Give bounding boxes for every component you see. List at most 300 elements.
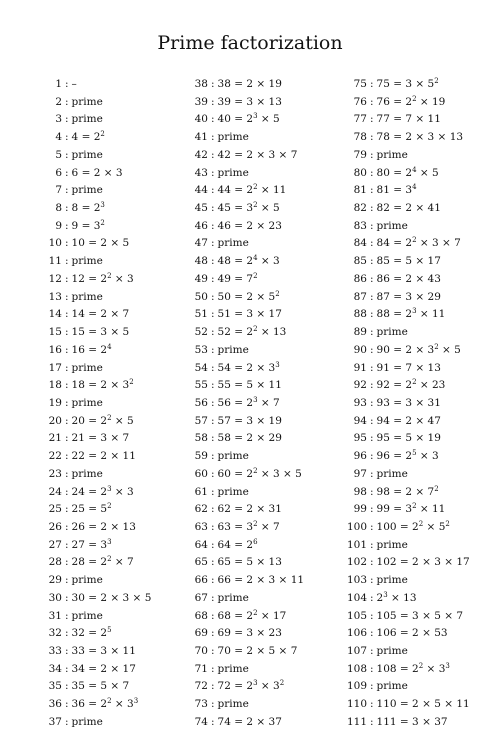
row-number: 20 <box>48 414 62 427</box>
row-number: 47 <box>194 237 208 250</box>
factorization-text: 33 = 3 × 11 <box>71 645 136 657</box>
row-number: 71 <box>194 662 208 675</box>
row-number: 14 <box>48 308 62 321</box>
factor-row <box>338 484 470 502</box>
factorization-text: prime <box>217 662 249 675</box>
row-number: 57 <box>194 414 208 427</box>
row-number: 27 <box>48 538 62 551</box>
factor-row <box>176 94 304 112</box>
row-number: 100 <box>346 520 367 533</box>
factorization-text: 55 = 5 × 11 <box>217 379 282 392</box>
row-separator: : <box>370 538 374 551</box>
row-number: 89 <box>353 326 367 339</box>
row-number: 86 <box>353 272 367 285</box>
factorization-text: $68 = 2^2 \times 17$ <box>217 608 287 622</box>
row-number: 77 <box>353 113 367 126</box>
row-separator: : <box>211 148 215 161</box>
row-separator: : <box>65 556 69 569</box>
row-number: 36 <box>48 698 62 711</box>
factorization-text: $60 = 2^2 \times 3 \times 5$ <box>217 466 302 480</box>
factor-row <box>338 94 470 112</box>
factorization-text: $50 = 2 \times 5^2$ <box>217 289 280 303</box>
row-separator: : <box>370 662 374 675</box>
row-number: 84 <box>353 237 367 250</box>
factorization-text: prime <box>71 95 103 108</box>
factorization-text: 77 = 7 × 11 <box>376 113 441 126</box>
row-separator: : <box>211 326 215 339</box>
row-separator: : <box>65 698 69 711</box>
row-number: 65 <box>194 556 208 569</box>
factor-row <box>338 714 470 732</box>
factor-row <box>338 165 470 183</box>
factorization-text: 10 = 2 × 5 <box>71 237 130 250</box>
row-separator: : <box>65 78 69 90</box>
factor-row <box>176 554 304 572</box>
row-number: 58 <box>194 432 208 445</box>
factorization-text: 51 = 3 × 17 <box>217 308 282 321</box>
row-separator: : <box>211 237 215 250</box>
row-number: 37 <box>48 715 62 728</box>
factor-row <box>176 696 304 714</box>
row-separator: : <box>370 78 374 90</box>
factor-row <box>10 182 151 200</box>
row-number: 12 <box>48 272 62 285</box>
factorization-text: $45 = 3^2 \times 5$ <box>217 201 280 215</box>
row-separator: : <box>211 662 215 675</box>
row-number: 64 <box>194 538 208 551</box>
factorization-text: 26 = 2 × 13 <box>71 520 136 533</box>
row-separator: : <box>211 432 215 445</box>
row-separator: : <box>65 95 69 108</box>
factorization-text: 110 = 2 × 5 × 11 <box>376 698 470 711</box>
factorization-text: prime <box>71 609 103 622</box>
row-separator: : <box>211 503 215 516</box>
row-separator: : <box>65 662 69 675</box>
row-number: 76 <box>353 95 367 108</box>
factorization-text: 69 = 3 × 23 <box>217 627 282 640</box>
row-separator: : <box>65 414 69 427</box>
row-separator: : <box>211 202 215 215</box>
factor-row <box>10 235 151 253</box>
factor-row <box>176 661 304 679</box>
factorization-text: $48 = 2^4 \times 3$ <box>217 254 280 268</box>
factorization-text: $8 = 2^3$ <box>71 201 105 215</box>
row-separator: : <box>65 148 69 161</box>
row-number: 42 <box>194 148 208 161</box>
row-number: 33 <box>48 645 62 657</box>
row-number: 96 <box>353 450 367 463</box>
row-number: 103 <box>346 574 367 587</box>
factorization-text: prime <box>71 715 103 728</box>
row-number: 17 <box>48 361 62 374</box>
factor-row <box>10 625 151 643</box>
factor-row <box>338 413 470 431</box>
row-number: 5 <box>55 148 62 161</box>
factor-row <box>10 466 151 484</box>
factor-row <box>176 129 304 147</box>
factorization-text: prime <box>376 680 408 693</box>
row-number: 72 <box>194 680 208 693</box>
factor-row <box>10 94 151 112</box>
factor-row <box>338 235 470 253</box>
row-number: 79 <box>353 148 367 161</box>
factor-row <box>176 111 304 129</box>
row-separator: : <box>370 166 374 179</box>
factor-row <box>176 253 304 271</box>
row-separator: : <box>211 95 215 108</box>
row-number: 55 <box>194 379 208 392</box>
row-number: 45 <box>194 202 208 215</box>
row-separator: : <box>65 520 69 533</box>
factor-row <box>10 377 151 395</box>
factor-row <box>176 165 304 183</box>
row-separator: : <box>370 202 374 215</box>
row-number: 16 <box>48 343 62 356</box>
row-separator: : <box>370 467 374 480</box>
row-separator: : <box>65 503 69 516</box>
row-number: 109 <box>346 680 367 693</box>
row-number: 10 <box>48 237 62 250</box>
row-number: 4 <box>55 131 62 144</box>
factorization-text: 46 = 2 × 23 <box>217 219 282 232</box>
row-number: 108 <box>346 662 367 675</box>
row-separator: : <box>211 219 215 232</box>
factorization-text: 6 = 2 × 3 <box>71 166 123 179</box>
factorization-text: 74 = 2 × 37 <box>217 715 282 728</box>
factor-row <box>10 165 151 183</box>
row-number: 104 <box>346 591 367 604</box>
factor-row <box>10 271 151 289</box>
row-separator: : <box>370 131 374 144</box>
factorization-text: prime <box>376 538 408 551</box>
factorization-text: 42 = 2 × 3 × 7 <box>217 148 298 161</box>
row-separator: : <box>211 361 215 374</box>
factor-row <box>176 430 304 448</box>
factorization-text: $76 = 2^2 \times 19$ <box>376 94 446 108</box>
row-separator: : <box>370 645 374 657</box>
factor-row <box>10 218 151 236</box>
factor-row <box>176 218 304 236</box>
factor-row <box>10 200 151 218</box>
factorization-text: $64 = 2^6$ <box>217 537 258 551</box>
factor-row <box>10 696 151 714</box>
row-separator: : <box>65 272 69 285</box>
factor-row <box>10 537 151 555</box>
factorization-text: prime <box>217 485 249 498</box>
row-number: 32 <box>48 627 62 640</box>
factorization-text: 34 = 2 × 17 <box>71 662 136 675</box>
row-separator: : <box>211 591 215 604</box>
row-separator: : <box>211 715 215 728</box>
row-separator: : <box>65 627 69 640</box>
factorization-text: prime <box>217 237 249 250</box>
row-number: 62 <box>194 503 208 516</box>
row-separator: : <box>370 343 374 356</box>
row-number: 48 <box>194 255 208 268</box>
factor-row <box>338 395 470 413</box>
row-separator: : <box>65 467 69 480</box>
factorization-text: prime <box>71 574 103 587</box>
row-number: 83 <box>353 219 367 232</box>
row-separator: : <box>370 627 374 640</box>
factorization-text: 15 = 3 × 5 <box>71 326 130 339</box>
factorization-text: prime <box>71 361 103 374</box>
row-number: 51 <box>194 308 208 321</box>
row-number: 7 <box>55 184 62 197</box>
factor-row <box>176 484 304 502</box>
factor-row <box>10 678 151 696</box>
row-separator: : <box>65 680 69 693</box>
column-3 <box>338 76 470 732</box>
factorization-text: $81 = 3^4$ <box>376 183 417 197</box>
row-number: 11 <box>48 255 62 268</box>
factor-row <box>176 466 304 484</box>
row-separator: : <box>370 450 374 463</box>
factorization-text: $18 = 2 \times 3^2$ <box>71 378 134 392</box>
row-number: 93 <box>353 396 367 409</box>
factorization-text: 62 = 2 × 31 <box>217 503 282 516</box>
factorization-text: $20 = 2^2 \times 5$ <box>71 413 134 427</box>
row-separator: : <box>370 237 374 250</box>
row-separator: : <box>211 78 215 90</box>
factorization-text: $2^3 \times 13$ <box>376 590 417 604</box>
row-separator: : <box>211 467 215 480</box>
factor-row <box>10 147 151 165</box>
row-separator: : <box>65 379 69 392</box>
row-number: 90 <box>353 343 367 356</box>
factorization-text: 22 = 2 × 11 <box>71 450 136 463</box>
factor-row <box>10 76 151 94</box>
factor-row <box>176 395 304 413</box>
factorization-text: $36 = 2^2 \times 3^3$ <box>71 697 139 711</box>
factor-row <box>338 572 470 590</box>
factorization-text: $99 = 3^2 \times 11$ <box>376 502 446 516</box>
factor-row <box>10 519 151 537</box>
column-2 <box>176 76 304 732</box>
factor-row <box>338 306 470 324</box>
row-separator: : <box>65 396 69 409</box>
row-separator: : <box>370 432 374 445</box>
row-separator: : <box>65 591 69 604</box>
factor-row <box>176 289 304 307</box>
row-number: 81 <box>353 184 367 197</box>
row-number: 63 <box>194 520 208 533</box>
row-number: 69 <box>194 627 208 640</box>
factorization-text: 95 = 5 × 19 <box>376 432 441 445</box>
factor-row <box>338 147 470 165</box>
factorization-text: 57 = 3 × 19 <box>217 414 282 427</box>
factorization-text: 39 = 3 × 13 <box>217 95 282 108</box>
row-number: 38 <box>194 78 208 90</box>
factor-row <box>176 342 304 360</box>
row-separator: : <box>370 379 374 392</box>
factorization-text: 91 = 7 × 13 <box>376 361 441 374</box>
row-number: 21 <box>48 432 62 445</box>
factorization-text: prime <box>376 148 408 161</box>
factor-row <box>338 696 470 714</box>
factorization-text: $4 = 2^2$ <box>71 130 105 144</box>
row-number: 35 <box>48 680 62 693</box>
row-separator: : <box>65 219 69 232</box>
row-number: 92 <box>353 379 367 392</box>
row-number: 22 <box>48 450 62 463</box>
row-separator: : <box>65 202 69 215</box>
row-separator: : <box>370 609 374 622</box>
row-separator: : <box>211 698 215 711</box>
row-separator: : <box>211 131 215 144</box>
factor-row <box>10 129 151 147</box>
factorization-text: $84 = 2^2 \times 3 \times 7$ <box>376 236 461 250</box>
factorization-text: $56 = 2^3 \times 7$ <box>217 395 280 409</box>
row-separator: : <box>65 326 69 339</box>
row-number: 23 <box>48 467 62 480</box>
row-number: 19 <box>48 396 62 409</box>
factorization-text: $49 = 7^2$ <box>217 271 258 285</box>
factor-row <box>338 129 470 147</box>
factorization-text: prime <box>217 591 249 604</box>
factor-row <box>338 342 470 360</box>
factor-row <box>10 253 151 271</box>
factor-row <box>10 501 151 519</box>
row-number: 44 <box>194 184 208 197</box>
factor-row <box>338 678 470 696</box>
row-separator: : <box>65 131 69 144</box>
factorization-text: $12 = 2^2 \times 3$ <box>71 271 134 285</box>
factorization-text: $72 = 2^3 \times 3^2$ <box>217 679 285 693</box>
row-number: 66 <box>194 574 208 587</box>
row-number: 2 <box>55 95 62 108</box>
factor-row <box>10 643 151 661</box>
factorization-text: prime <box>217 698 249 711</box>
factorization-text: $27 = 3^3$ <box>71 537 112 551</box>
factor-row <box>176 413 304 431</box>
factorization-text: $100 = 2^2 \times 5^2$ <box>376 519 450 533</box>
row-separator: : <box>65 166 69 179</box>
row-number: 111 <box>346 715 367 728</box>
row-number: 29 <box>48 574 62 587</box>
row-number: 28 <box>48 556 62 569</box>
row-separator: : <box>65 609 69 622</box>
factorization-text: $9 = 3^2$ <box>71 218 105 232</box>
row-number: 40 <box>194 113 208 126</box>
factorization-text: $90 = 2 \times 3^2 \times 5$ <box>376 342 461 356</box>
row-number: 99 <box>353 503 367 516</box>
factorization-text: 38 = 2 × 19 <box>217 78 282 90</box>
factor-row <box>10 554 151 572</box>
row-separator: : <box>370 219 374 232</box>
column-1 <box>10 76 151 732</box>
factorization-text: 58 = 2 × 29 <box>217 432 282 445</box>
row-number: 101 <box>346 538 367 551</box>
row-separator: : <box>211 574 215 587</box>
row-number: 53 <box>194 343 208 356</box>
row-separator: : <box>370 184 374 197</box>
factor-row <box>338 289 470 307</box>
factor-row <box>338 466 470 484</box>
row-number: 106 <box>346 627 367 640</box>
row-number: 80 <box>353 166 367 179</box>
row-separator: : <box>65 450 69 463</box>
row-separator: : <box>211 520 215 533</box>
factorization-text: prime <box>71 396 103 409</box>
row-separator: : <box>211 166 215 179</box>
row-separator: : <box>370 503 374 516</box>
factor-row <box>176 590 304 608</box>
row-number: 18 <box>48 379 62 392</box>
row-separator: : <box>211 379 215 392</box>
factor-row <box>10 360 151 378</box>
row-separator: : <box>211 290 215 303</box>
row-separator: : <box>370 272 374 285</box>
factorization-text: 111 = 3 × 37 <box>376 715 448 728</box>
factor-row <box>10 342 151 360</box>
factor-row <box>338 111 470 129</box>
factor-row <box>10 661 151 679</box>
factor-row <box>176 182 304 200</box>
row-number: 30 <box>48 591 62 604</box>
row-number: 59 <box>194 450 208 463</box>
factorization-text: $40 = 2^3 \times 5$ <box>217 112 280 126</box>
factor-row <box>338 448 470 466</box>
row-separator: : <box>370 113 374 126</box>
row-separator: : <box>370 148 374 161</box>
row-separator: : <box>65 432 69 445</box>
factorization-text: $25 = 5^2$ <box>71 502 112 516</box>
factor-row <box>338 625 470 643</box>
row-number: 75 <box>353 78 367 90</box>
factorization-text: prime <box>71 113 103 126</box>
factor-row <box>338 360 470 378</box>
row-number: 13 <box>48 290 62 303</box>
row-separator: : <box>65 290 69 303</box>
factorization-text: prime <box>71 148 103 161</box>
factor-row <box>10 572 151 590</box>
row-number: 52 <box>194 326 208 339</box>
factorization-text: 35 = 5 × 7 <box>71 680 130 693</box>
row-separator: : <box>370 308 374 321</box>
factor-row <box>338 537 470 555</box>
row-number: 94 <box>353 414 367 427</box>
row-separator: : <box>370 290 374 303</box>
row-number: 9 <box>55 219 62 232</box>
factorization-text: prime <box>217 343 249 356</box>
factor-row <box>338 324 470 342</box>
row-separator: : <box>65 645 69 657</box>
factorization-text: prime <box>376 574 408 587</box>
factorization-text: 106 = 2 × 53 <box>376 627 448 640</box>
row-number: 68 <box>194 609 208 622</box>
row-number: 102 <box>346 556 367 569</box>
row-number: 50 <box>194 290 208 303</box>
factor-row <box>10 289 151 307</box>
row-number: 105 <box>346 609 367 622</box>
factorization-text: 102 = 2 × 3 × 17 <box>376 556 470 569</box>
factor-row <box>176 519 304 537</box>
factor-row <box>176 608 304 626</box>
factor-row <box>338 182 470 200</box>
factor-row <box>338 590 470 608</box>
factorization-text: $98 = 2 \times 7^2$ <box>376 484 439 498</box>
row-number: 60 <box>194 467 208 480</box>
row-number: 6 <box>55 166 62 179</box>
row-separator: : <box>211 556 215 569</box>
factor-row <box>176 625 304 643</box>
factor-row <box>338 76 470 94</box>
row-number: 85 <box>353 255 367 268</box>
page-title: Prime factorization <box>157 32 343 54</box>
factor-row <box>10 111 151 129</box>
factorization-text: 85 = 5 × 17 <box>376 255 441 268</box>
